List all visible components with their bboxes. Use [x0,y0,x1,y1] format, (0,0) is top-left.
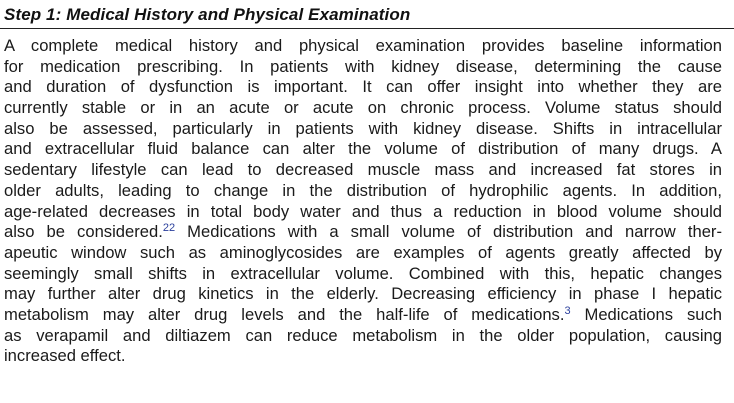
citation-link-22[interactable]: 22 [162,222,176,235]
line-text: also be considered. [4,222,163,242]
section-heading: Step 1: Medical History and Physical Examination [4,5,411,24]
paragraph-line: for medication prescribing. In patients with kidney disease, determining the cause [4,56,722,76]
paragraph-line: may further alter drug kinetics in the elderly. Decreasing efficiency in phase I hepatic [4,284,722,304]
paragraph-line: A complete medical history and physical examination provides baseline information [4,36,722,55]
line-text: metabolism may alter drug levels and the half-life of medications. [4,304,565,324]
paragraph-line: apeutic window such as aminoglycosides are examples of agents greatly affected by [4,242,722,262]
paragraph-line: seemingly small shifts in extracellular volume. Combined with this, hepatic changes [4,263,722,283]
line-text: Medications with a small volume of distribution and narrow ther- [175,222,722,242]
paragraph-line: and extracellular fluid balance can alter the volume of distribution of many drugs. A [4,139,722,159]
paragraph-line: older adults, leading to change in the distribution of hydrophilic agents. In addition, [4,180,722,200]
citation-link-3[interactable]: 3 [564,304,571,317]
paragraph-line: sedentary lifestyle can lead to decreased muscle mass and increased fat stores in [4,160,722,180]
paragraph-line: as verapamil and diltiazem can reduce metabolism in the older population, causing [4,325,722,345]
body-paragraph [4,36,722,367]
paragraph-line-with-citation [4,222,722,243]
paragraph-line: increased effect. [4,346,126,366]
paragraph-line: age-related decreases in total body water and thus a reduction in blood volume should [4,201,722,221]
paragraph-line: also be assessed, particularly in patients with kidney disease. Shifts in intracellular [4,118,722,138]
paragraph-line: currently stable or in an acute or acute on chronic process. Volume status should [4,98,722,118]
line-text: Medications such [570,304,722,324]
paragraph-line: and duration of dysfunction is important. It can offer insight into whether they are [4,77,722,97]
paragraph-line-with-citation [4,305,722,326]
heading-divider [0,28,734,29]
